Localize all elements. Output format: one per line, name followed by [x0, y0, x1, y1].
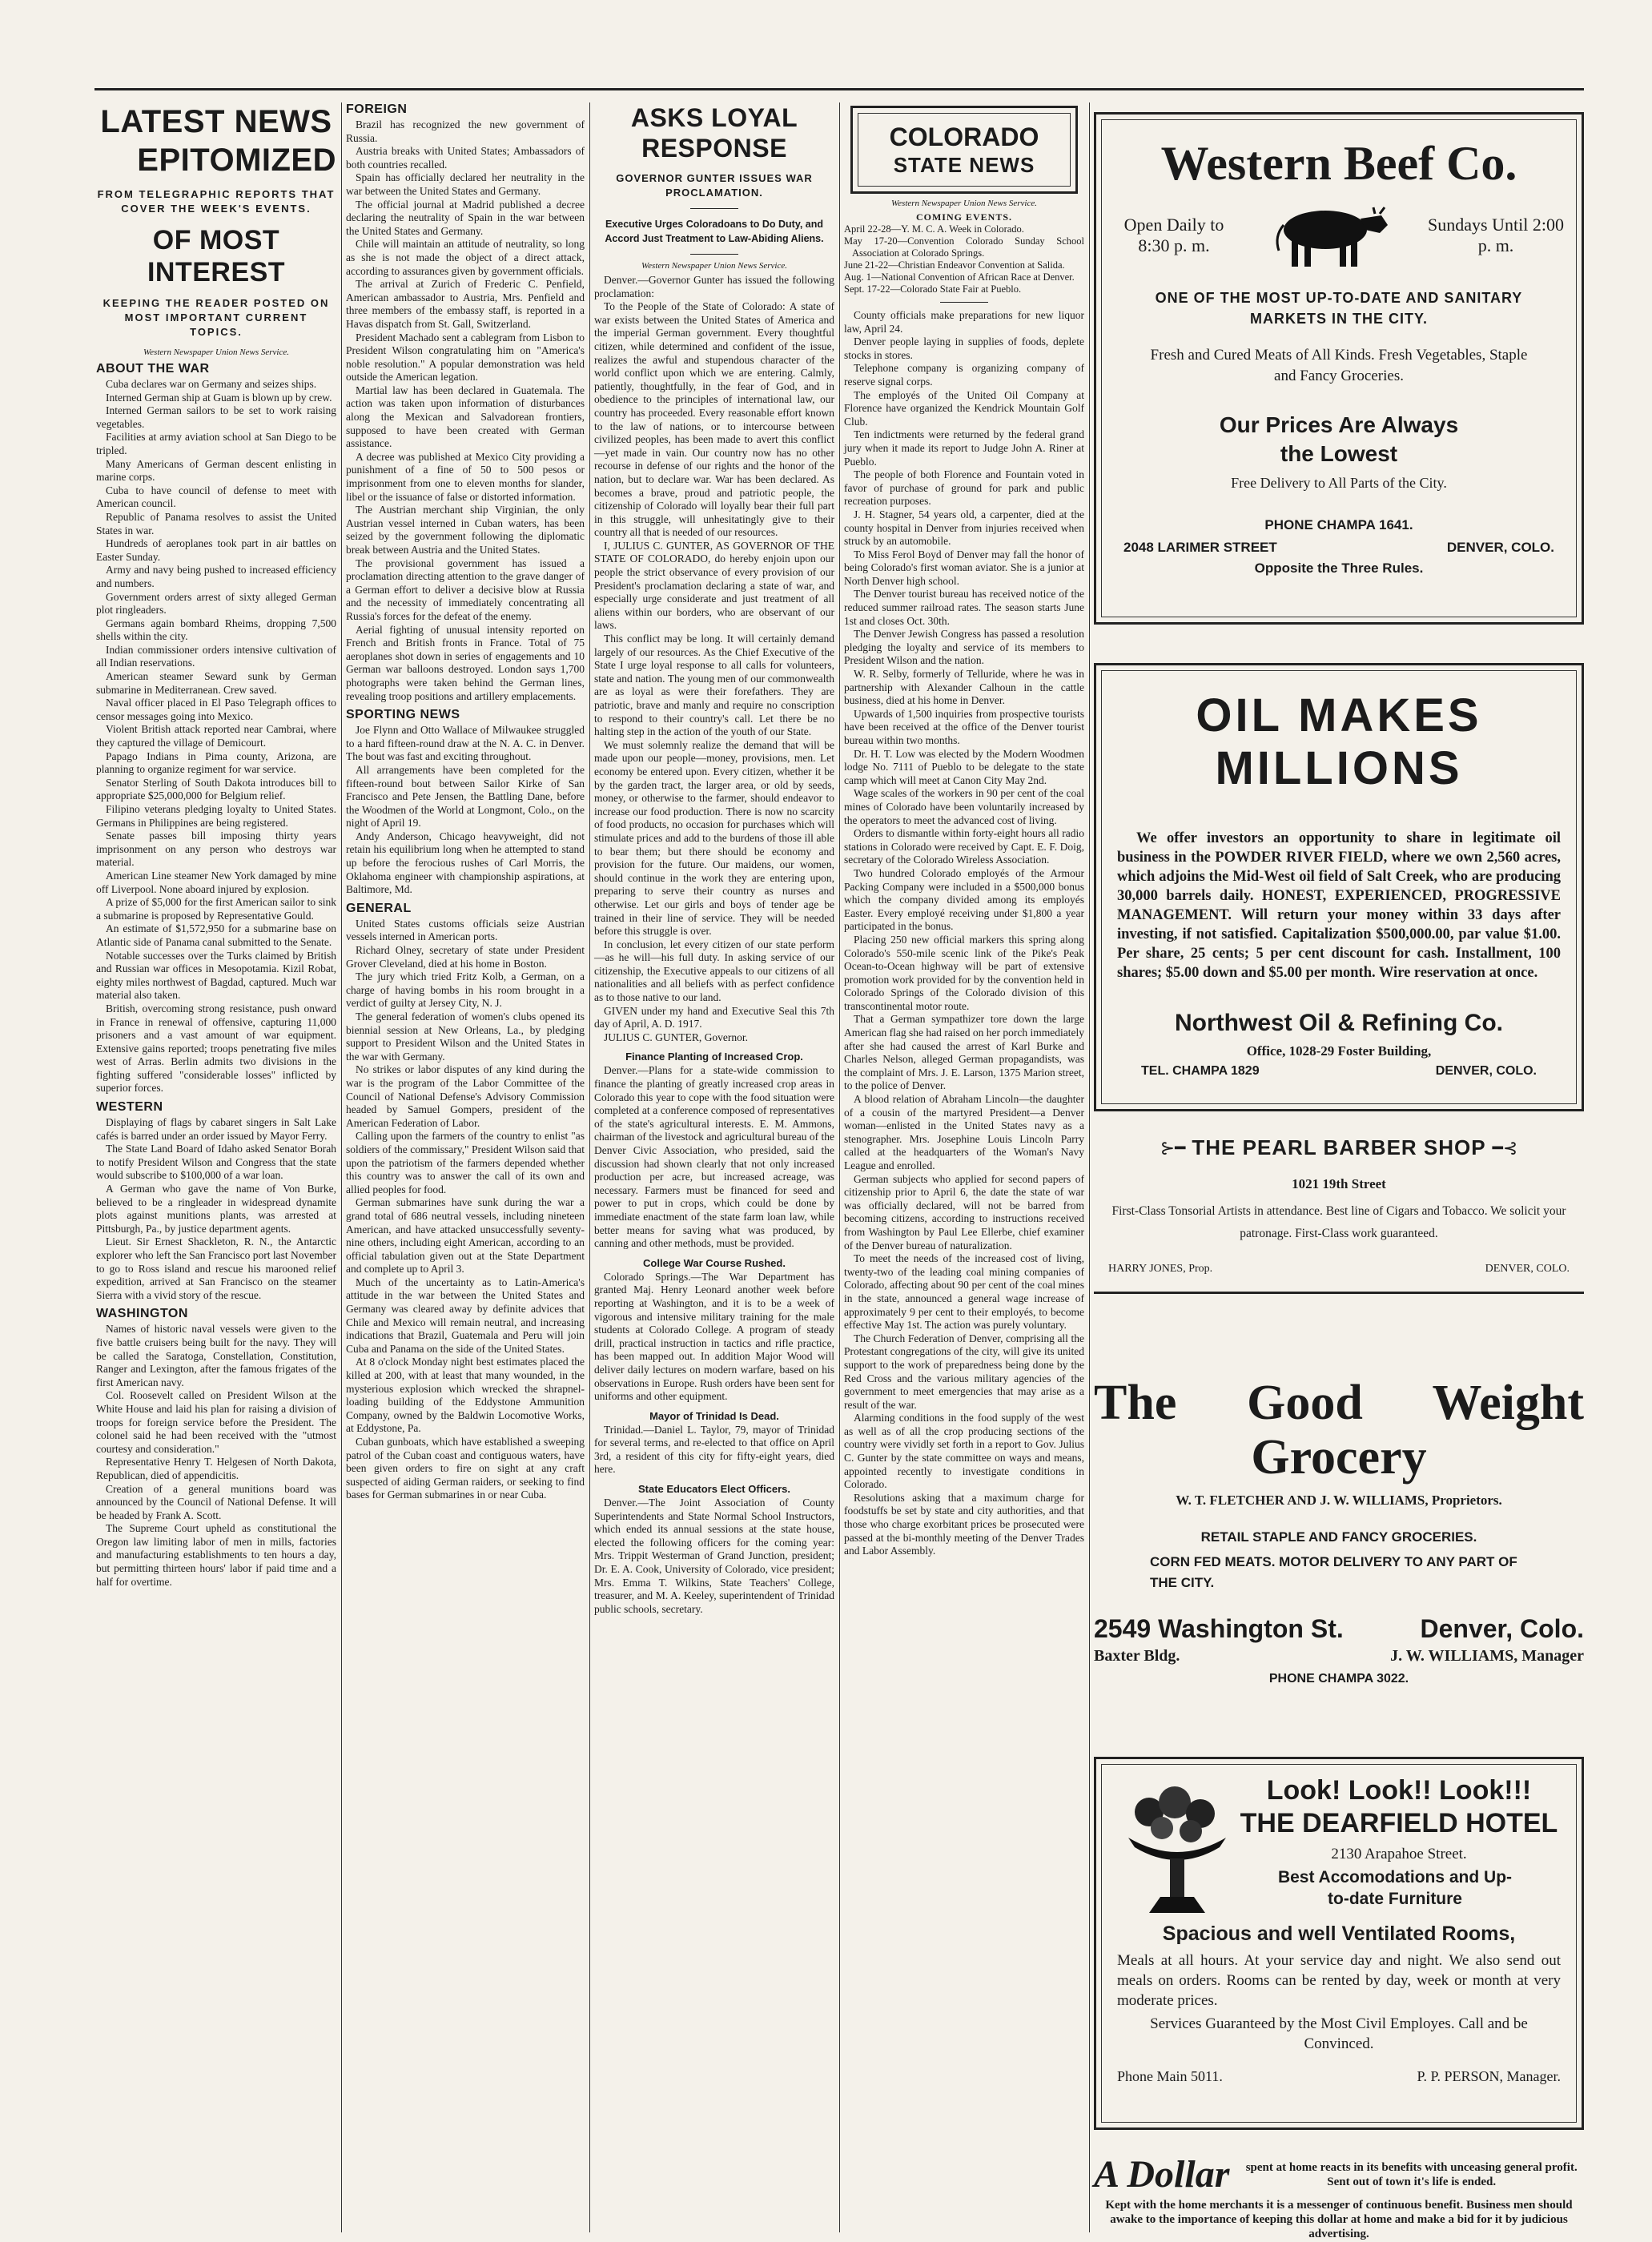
headline-most-interest: OF MOST INTEREST	[147, 225, 286, 287]
article-paragraph: All arrangements have been completed for the fifteen-round bout between Sailor Kirke of San Francisco and Pete Jensen, the Battling Dane, before the Woodmen of the World at Longmont, Colo., on the night of April 19.	[346, 763, 585, 830]
barber-prop: HARRY JONES, Prop.	[1108, 1263, 1213, 1275]
article-paragraph: An estimate of $1,572,950 for a submarine base on Atlantic side of Panama canal submitted to the Senate.	[96, 922, 336, 948]
article-paragraph: The arrival at Zurich of Frederic C. Penfield, American ambassador to Austria, Mrs. Penfield and three members of the embassy staff, is reported in a Havas dispatch from St. Gall, Switzerland.	[346, 278, 585, 330]
beef-prices: Our Prices Are Always the Lowest	[1219, 412, 1459, 466]
article-paragraph: In conclusion, let every citizen of our state perform—as he will—his full duty. In asking service of our citizenship, the Executive appeals to our citizens of all nationalities and all beliefs with as perfect confidence as to those native to our land.	[594, 938, 834, 1004]
headline-loyal-response: ASKS LOYAL RESPONSE	[630, 103, 798, 163]
article-paragraph: Representative Henry T. Helgesen of North Dakota, Republican, died of appendicitis.	[96, 1456, 336, 1481]
article-paragraph: Much of the uncertainty as to Latin-America's attitude in the war between the United States and Germany was cleared away by definite advices that Chile and Mexico will remain neutral, and increasing indications that Brazil, Guatemala and Peru will join Cuba and Panama on the side of the United States.	[346, 1276, 585, 1355]
hotel-rooms: Spacious and well Ventilated Rooms,	[1162, 1923, 1516, 1945]
beef-products: Fresh and Cured Meats of All Kinds. Fresh Vegetables, Staple and Fancy Groceries.	[1150, 347, 1528, 384]
article-paragraph: Telephone company is organizing company of reserve signal corps.	[844, 362, 1084, 388]
article-paragraph: W. R. Selby, formerly of Telluride, where he was in partnership with Alexander Calhoun in the cattle business, died at his home in Denver.	[844, 668, 1084, 707]
article-paragraph: Interned German sailors to be set to work raising vegetables.	[96, 404, 336, 430]
article-paragraph: Andy Anderson, Chicago heavyweight, did not retain his equilibrium long when he attempted to stand up before the ferocious rushes of Carl Morris, the Oklahoma engineer with championship aspirations, at Baltimore, Md.	[346, 830, 585, 896]
article-paragraph: To the People of the State of Colorado: A state of war exists between the United States of America and the imperial German government. Every thoughtful citizen, while determined and confident of the issue, realizes the awful and stupendous character of the world conflict upon which we are entering. Calmly, patiently, thoughtfully, in the fear of God, and in obedience to the principles of international law, our country has proceeded. Every reasonable effort known to the law of nations, or to intercourse between civilized peoples, has been made to avert this conflict—yet made in vain. Our country now has no other recourse in defense of our rights and the honor of the nation, but to declare war. War has been declared. As becomes a brave, proud and patriotic people, the citizenship of Colorado will loyally bear their full part in this struggle, will unhesitatingly give to their country all that is needed of our resources.	[594, 300, 834, 539]
beef-tagline: ONE OF THE MOST UP-TO-DATE AND SANITARY MARKETS IN THE CITY.	[1155, 290, 1523, 327]
ornament-icon: ━⊰	[1492, 1137, 1518, 1158]
beef-opposite: Opposite the Three Rules.	[1254, 560, 1424, 576]
article-paragraph: Col. Roosevelt called on President Wilson at the White House and laid his plan for raising a division of troops for foreign service before the President. The colonel said he had been received with the "utmost courtesy and consideration."	[96, 1389, 336, 1455]
section-sporting-news: SPORTING NEWS	[346, 708, 460, 722]
article-paragraph: Dr. H. T. Low was elected by the Modern Woodmen lodge No. 7111 of Pueblo to be delegate to the state camp which will meet at Canon City May 2nd.	[844, 747, 1084, 786]
barber-address: 1021 19th Street	[1292, 1176, 1386, 1191]
general-items	[346, 918, 585, 1502]
oil-title-1: OIL MAKES	[1196, 689, 1482, 741]
dollar-right-text: spent at home reacts in its benefits with unceasing general profit. Sent out of town it's life is ended.	[1245, 2160, 1578, 2188]
dollar-title: A Dollar	[1094, 2153, 1230, 2196]
article-paragraph: The provisional government has issued a proclamation directing attention to the grave danger of a German effort to deliver a decisive blow at Russia and the necessity of immediately concentrating all Russia's forces for the defeat of the enemy.	[346, 556, 585, 622]
article-paragraph: Violent British attack reported near Cambrai, where they captured the village of Demicourt.	[96, 723, 336, 749]
beef-hours-sunday: Sundays Until 2:00 p. m.	[1428, 215, 1564, 255]
top-rule	[94, 88, 1584, 90]
article-paragraph: Joe Flynn and Otto Wallace of Milwaukee struggled to a hard fifteen-round draw at the N. A. C. in Denver. The bout was fast and exciting throughout.	[346, 724, 585, 763]
war-items	[96, 378, 336, 1095]
oil-company: Northwest Oil & Refining Co.	[1175, 1010, 1503, 1036]
ad-good-weight-grocery	[1094, 1376, 1584, 1744]
article-paragraph: Denver people laying in supplies of foods, deplete stocks in stores.	[844, 335, 1084, 361]
colorado-state-news-box	[850, 106, 1078, 194]
western-items	[96, 1116, 336, 1302]
article-paragraph: Army and navy being pushed to increased efficiency and numbers.	[96, 564, 336, 589]
oil-city: DENVER, COLO.	[1435, 1064, 1537, 1078]
article-paragraph: Spain has officially declared her neutrality in the war between the United States and Germany.	[346, 171, 585, 197]
article-paragraph: Senator Sterling of South Dakota introduces bill to appropriate $25,000,000 for Belgium relief.	[96, 776, 336, 802]
hotel-address: 2130 Arapahoe Street.	[1331, 1846, 1467, 1862]
article-paragraph: Many Americans of German descent enlisting in marine corps.	[96, 457, 336, 484]
section-foreign: FOREIGN	[346, 102, 408, 116]
article-paragraph: Aug. 1—National Convention of African Race at Denver.	[844, 271, 1075, 283]
hotel-services: Services Guaranteed by the Most Civil Employes. Call and be Convinced.	[1150, 2015, 1528, 2052]
head-educators: State Educators Elect Officers.	[637, 1483, 790, 1496]
ornament-icon: ⊱━	[1160, 1137, 1186, 1158]
hotel-body: Meals at all hours. At your service day and night. We also send out meals on orders. Rooms can be rented by day, week or month at very moderate prices.	[1117, 1952, 1561, 2009]
article-paragraph: The jury which tried Fritz Kolb, a German, on a charge of having bombs in his room brought in a verdict of guilty at Jersey City, N. J.	[346, 970, 585, 1010]
article-paragraph: The general federation of women's clubs opened its biennial session at New Orleans, La., by pledging support to President Wilson and the United States in the war with Germany.	[346, 1011, 585, 1063]
beef-city: DENVER, COLO.	[1446, 540, 1554, 555]
article-paragraph: German subjects who applied for second papers of citizenship prior to April 6, the date the state of war was officially declared, will not be barred from becoming citizens, according to instructions received from Washington by Paul Lee Ellerbe, chief examiner of the Denver bureau of naturalization.	[844, 1172, 1084, 1252]
barber-title: THE PEARL BARBER SHOP	[1192, 1135, 1486, 1159]
article-paragraph: To Miss Ferol Boyd of Denver may fall the honor of being Colorado's first woman aviator. She is a junior at North Denver high school.	[844, 548, 1084, 587]
grocery-bldg: Baxter Bldg.	[1094, 1647, 1180, 1665]
article-paragraph: April 22-28—Y. M. C. A. Week in Colorado.	[844, 223, 1024, 235]
article-paragraph: Resolutions asking that a maximum charge for foodstuffs be set by state and city authorities, and that those who charge exorbitant prices be prosecuted were passed at the bi-monthly meeting of the Denver Trades and Labor Assembly.	[844, 1491, 1084, 1557]
beef-title: Western Beef Co.	[1160, 137, 1517, 190]
article-paragraph: I, JULIUS C. GUNTER, AS GOVERNOR OF THE STATE OF COLORADO, do hereby enjoin upon our people the strict observance of every provision of our President's proclamation declaring a state of war, and especially urge considerate and just treatment of all aliens within our borders, who are observant of our laws.	[594, 539, 834, 632]
headline-state-news: STATE NEWS	[893, 153, 1035, 177]
article-paragraph: Facilities at army aviation school at San Diego to be tripled.	[96, 431, 336, 456]
section-washington: WASHINGTON	[96, 1307, 188, 1321]
washington-items	[96, 1323, 336, 1589]
oil-title-2: MILLIONS	[1215, 742, 1463, 794]
beef-delivery: Free Delivery to All Parts of the City.	[1231, 475, 1447, 491]
article-paragraph: The Church Federation of Denver, comprising all the Protestant congregations of the city, will give its united support to the work of preparedness being done by the Red Cross and the various military agencies of the government to meet emergencies that may arise as a result of the war.	[844, 1332, 1084, 1411]
article-paragraph: A prize of $5,000 for the first American sailor to sink a submarine is proposed by Representative Gould.	[96, 896, 336, 922]
head-college-war-course: College War Course Rushed.	[643, 1256, 786, 1269]
article-paragraph: Orders to dismantle within forty-eight hours all radio stations in Colorado were received by Capt. E. F. Doig, secretary of the Colorado Wireless Association.	[844, 827, 1084, 866]
article-paragraph: Cuban gunboats, which have established a sweeping patrol of the Cuban coast and contiguous waters, have been given orders to fire on sight at any craft suspected of aiding German raiders, or seeking to find bases for German submarines in or near Cuba.	[346, 1436, 585, 1501]
educators-paragraph: Denver.—The Joint Association of County Superintendents and State Normal School Instructors, which ended its annual sessions at the state house, elected the following officers for the coming year: Mrs. Trippit Westerman of Grand Junction, president; Dr. E. A. Cook, University of Colorado, vice president; Mrs. Emma T. Wilkins, State Teachers' College, treasurer, and M. A. Keeley, superintendent of Trinidad public schools, secretary.	[594, 1497, 834, 1615]
dollar-bottom-text: Kept with the home merchants it is a messenger of continuous benefit. Business men should awake to the importance of keeping this dollar at home and make a bid for it by judicious advertising.	[1105, 2199, 1573, 2240]
ad-pearl-barber-shop	[1094, 1135, 1584, 1360]
article-paragraph: That a German sympathizer tore down the large American flag she had raised on her porch immediately after she had caused the arrest of Karl Burke and Charles Nelson, alleged German propagandists, was the complaint of Mrs. J. E. Larson, 1375 Marion street, to the police of Denver.	[844, 1013, 1084, 1092]
column-rule	[839, 102, 840, 2232]
grocery-address: 2549 Washington St.	[1094, 1614, 1344, 1643]
article-paragraph: Germans again bombard Rheims, dropping 7,500 shells within the city.	[96, 617, 336, 643]
headline-colorado: COLORADO	[889, 123, 1039, 151]
article-paragraph: June 21-22—Christian Endeavor Convention at Salida.	[844, 259, 1065, 271]
article-paragraph: Denver.—Governor Gunter has issued the following proclamation:	[594, 274, 834, 299]
article-paragraph: The Austrian merchant ship Virginian, the only Austrian vessel interned in Cuban waters, has been seized by the government following the diplomatic break between Austria and the United States.	[346, 504, 585, 556]
deck-war-proclamation: GOVERNOR GUNTER ISSUES WAR PROCLAMATION.	[616, 172, 813, 199]
column-colorado-news	[844, 102, 1084, 2232]
article-paragraph: Republic of Panama resolves to assist the United States in war.	[96, 510, 336, 536]
proclamation-text	[594, 274, 834, 1044]
article-paragraph: Displaying of flags by cabaret singers in Salt Lake cafés is barred under an order issued by Mayor Ferry.	[96, 1116, 336, 1142]
foreign-items	[346, 119, 585, 703]
hotel-manager: P. P. PERSON, Manager.	[1417, 2068, 1561, 2084]
article-paragraph: JULIUS C. GUNTER, Governor.	[604, 1031, 748, 1043]
beef-hours-weekday: Open Daily to 8:30 p. m.	[1123, 215, 1224, 255]
head-finance-crop: Finance Planting of Increased Crop.	[625, 1051, 803, 1063]
article-paragraph: Papago Indians in Pima county, Arizona, are planning to organize regiment for war service.	[96, 749, 336, 776]
headline-epitomized: EPITOMIZED	[137, 143, 336, 178]
college-paragraph: Colorado Springs.—The War Department has granted Maj. Henry Leonard another week before reporting at Washington, and it is to be a week of vigorous and intensive military training for the male students at Colorado College. A program of steady drill, practical instruction in tactics and rifle practice, has been mapped out. In addition Major Wood will deliver daily lectures on modern warfare, based on his observations in Europe. Rush orders have been sent for uniforms and other equipment.	[594, 1270, 834, 1403]
article-paragraph: May 17-20—Convention Colorado Sunday School Association at Colorado Springs.	[844, 235, 1084, 259]
section-general: GENERAL	[346, 901, 412, 915]
article-paragraph: At 8 o'clock Monday night best estimates placed the killed at 200, with at least that many wounded, in the mysterious explosion which wrecked the shrapnel-loading building of the Eddystone Ammunition Company, owned by the Baldwin Locomotive Works, at Eddystone, Pa.	[346, 1356, 585, 1435]
article-paragraph: This conflict may be long. It will certainly demand largely of our resources. As the Chief Executive of the State I urge loyal response to all calls for volunteers, state and nation. The young men of our commonwealth are as loyal as were their forefathers. They are patriotic, brave and manly and require no conscription to respond to their country's call. Let there be no halting step in the action of the youth of our State.	[594, 633, 834, 738]
article-paragraph: Calling upon the farmers of the country to enlist "as soldiers of the commissary," President Wilson said that upon the patriotism of the farmers depended whether this country was to answer the call of its own and allied peoples for food.	[346, 1130, 585, 1195]
news-service-credit: Western Newspaper Union News Service.	[641, 261, 787, 271]
article-paragraph: Brazil has recognized the new government of Russia.	[346, 119, 585, 144]
article-paragraph: Upwards of 1,500 inquiries from prospective tourists have been received at the office of the Denver tourist bureau within two months.	[844, 707, 1084, 746]
news-service-credit: Western Newspaper Union News Service.	[143, 348, 289, 357]
article-paragraph: Senate passes bill imposing thirty years imprisonment on any person who destroys war material.	[96, 830, 336, 869]
grocery-retail: RETAIL STAPLE AND FANCY GROCERIES.	[1200, 1529, 1477, 1545]
column-proclamation	[594, 102, 834, 2232]
beef-phone: PHONE CHAMPA 1641.	[1264, 517, 1413, 532]
article-paragraph: The State Land Board of Idaho asked Senator Borah to notify President Wilson and Congress that the state would subscribe to $100,000 of a war loan.	[96, 1143, 336, 1182]
oil-body: We offer investors an opportunity to share in legitimate oil business in the POWDER RIVER FIELD, where we own 2,560 acres, which adjoins the Mid-West oil field of Salt Creek, who are producing 30,000 barrels daily. HONEST, EXPERIENCED, PROGRESSIVE MANAGEMENT. Will return your money within 33 days after investing, if not satisfied. Capitalization $500,000.00, par value $1.00. Per share, 25 cents; 5 per cent discount for cash. Installment, 100 shares; $5.00 down and $5.00 per month. Wire reservation at once.	[1117, 830, 1561, 981]
article-paragraph: The Denver tourist bureau has received notice of the reduced summer railroad rates. The season starts June 1st and closes Oct. 30th.	[844, 588, 1084, 627]
ad-western-beef	[1094, 112, 1584, 625]
article-paragraph: Ten indictments were returned by the federal grand jury when it made its report to Judge John A. Riner at Pueblo.	[844, 428, 1084, 468]
article-paragraph: American steamer Seward sunk by German submarine in Mediterranean. Crew saved.	[96, 670, 336, 696]
mayor-paragraph: Trinidad.—Daniel L. Taylor, 79, mayor of Trinidad for several terms, and re-elected to that office on April 3rd, a resident of this city for fifty-eight years, died here.	[594, 1423, 834, 1476]
hotel-look: Look! Look!! Look!!!	[1266, 1775, 1532, 1806]
article-paragraph: The employés of the United Oil Company at Florence have organized the Kendrick Mountain Golf Club.	[844, 388, 1084, 428]
article-paragraph: The people of both Florence and Fountain voted in favor of purchase of ground for park and public recreation purposes.	[844, 468, 1084, 508]
article-paragraph: A decree was published at Mexico City providing a punishment of a fine of 50 to 500 pesos or imprisonment from one to eleven months for slander, libel or the issuance of false or distorted information.	[346, 450, 585, 503]
coming-events-heading: COMING EVENTS.	[915, 211, 1012, 223]
article-paragraph: Two hundred Colorado employés of the Armour Packing Company were included in a $500,000 bonus which the company divided among its employés Easter. Every employé receiving under $1,800 a year participated in the bonus.	[844, 866, 1084, 933]
article-paragraph: Indian commissioner orders intensive cultivation of all Indian reservations.	[96, 643, 336, 669]
oil-phone: TEL. CHAMPA 1829	[1141, 1064, 1260, 1078]
article-paragraph: Naval officer placed in El Paso Telegraph offices to censor messages going into Mexico.	[96, 697, 336, 722]
deck-reader-posted: KEEPING THE READER POSTED ON MOST IMPORTANT CURRENT TOPICS.	[102, 297, 330, 338]
article-paragraph: Chile will maintain an attitude of neutrality, so long as she is not made the object of a direct attack, according to assurances given by government officials.	[346, 238, 585, 277]
divider	[690, 254, 738, 255]
article-paragraph: A blood relation of Abraham Lincoln—the daughter of a cousin of the martyred President—a Denver woman—enlisted in the United States navy as a stenographer. Mrs. Josephine Louis Lincoln Parry called at the headquarters of the Woman's Navy League and enrolled.	[844, 1093, 1084, 1171]
colorado-items	[844, 309, 1084, 1558]
ad-oil-makes-millions	[1094, 663, 1584, 1111]
article-paragraph: A German who gave the name of Von Burke, believed to be a ringleader in widespread dynamite plots against munitions plants, was arrested at Pittsburgh, Pa., by justice department agents.	[96, 1183, 336, 1235]
divider	[940, 302, 988, 303]
article-paragraph: J. H. Stagner, 54 years old, a carpenter, died at the county hospital in Denver from injuries received when struck by an automobile.	[844, 508, 1084, 548]
divider	[690, 208, 738, 209]
section-about-the-war: ABOUT THE WAR	[96, 362, 210, 376]
cow-icon	[1271, 201, 1391, 270]
article-paragraph: Lieut. Sir Ernest Shackleton, R. N., the Antarctic explorer who left the San Francisco port last November to go to Ross island and rescue his marooned relief expedition, arrived at San Francisco on the steamer Sierra with a vivid story of the rescue.	[96, 1236, 336, 1301]
article-paragraph: Aerial fighting of unusual intensity reported on French and British fronts in France. Total of 75 aeroplanes shot down in series of engagements and 10 German war balloons destroyed. London says 1,700 photographs were taken behind the German lines, revealing troop positions and artillery emplacements.	[346, 623, 585, 702]
grocery-title-2: Grocery	[1251, 1430, 1427, 1485]
column-advertisements	[1094, 102, 1584, 2240]
column-rule	[589, 102, 590, 2232]
grocery-manager: J. W. WILLIAMS, Manager	[1390, 1647, 1584, 1665]
barber-city: DENVER, COLO.	[1485, 1263, 1570, 1275]
article-paragraph: Richard Olney, secretary of state under President Grover Cleveland, died at his home in Boston.	[346, 944, 585, 970]
article-paragraph: President Machado sent a cablegram from Lisbon to President Wilson congratulating him on "America's noble resolution." A popular demonstration was held outside the American legation.	[346, 331, 585, 384]
article-paragraph: Wage scales of the workers in 90 per cent of the coal mines of Colorado have been voluntarily increased by the operators to meet the advanced cost of living.	[844, 787, 1084, 826]
oil-office: Office, 1028-29 Foster Building,	[1246, 1043, 1432, 1059]
hotel-accommodations: Best Accomodations and Up-to-date Furniture	[1277, 1868, 1513, 1908]
article-paragraph: We must solemnly realize the demand that will be made upon our people—money, provisions, men. Let economy be entered upon. Every citizen, whether it be by the garden tract, the larger area, or old by seeds, money, or otherwise to the farmer, should endeavor to increase our food production. There is now no scarcity of food products, no occasion for purchases which will stimulate prices and add to the burdens of those ill able to bear them; but there should be economy and provision for the future. Our maidens, our women, should continue in the work they are entering upon, preparing to serve their country as nurses and otherwise. Let our girls and boys of tender age be trained in their line of service. They will be needed before this struggle is over.	[594, 738, 834, 938]
sporting-items	[346, 724, 585, 897]
hotel-title: THE DEARFIELD HOTEL	[1240, 1808, 1558, 1838]
article-paragraph: Names of historic naval vessels were given to the five battle cruisers being built for the navy. They will be called the Saratoga, Constellation, Constitution, Ranger and Lexington, after the famous frigates of the first American navy.	[96, 1323, 336, 1388]
head-mayor-dead: Mayor of Trinidad Is Dead.	[649, 1409, 779, 1422]
article-paragraph: Placing 250 new official markers this spring along Colorado's 550-mile scenic link of the Pike's Peak Ocean-to-Ocean highway will be part of extensive promotion work provided for by the convention held in Colorado Springs of the Colorado division of this transcontinental motor route.	[844, 933, 1084, 1012]
article-paragraph: To meet the needs of the increased cost of living, twenty-two of the leading coal mining companies of Colorado, affecting about 90 per cent of the coal mines in the state, announced a general wage increase of approximately 9 per cent to their employés, to become effective May 1st. The action was purely voluntary.	[844, 1252, 1084, 1332]
column-rule	[1089, 102, 1090, 2232]
column-foreign	[346, 102, 585, 2232]
article-paragraph: No strikes or labor disputes of any kind during the war is the program of the Labor Committee of the Council of National Defense's Advisory Commission headed by Samuel Gompers, president of the American Federation of Labor.	[346, 1063, 585, 1129]
deck-telegraphic: FROM TELEGRAPHIC REPORTS THAT COVER THE WEEK'S EVENTS.	[97, 188, 336, 215]
finance-paragraph: Denver.—Plans for a state-wide commission to finance the planting of greatly increased crop areas in Colorado this year to cope with the food situation were completed at a conference composed of representatives of the state's agricultural interests. E. M. Ammons, chairman of the livestock and agricultural bureau of the Denver Civic Association, who presided, said the discussion had shown clearly that not only increased production per acre, but increased acreage, was necessary. Farmers must be financed for seed and power to put in crops, which could be done by immediate enactment of the state farm loan law, while better means for saving what was produced, by canning and other methods, must be provided.	[594, 1064, 834, 1250]
article-paragraph: Interned German ship at Guam is blown up by crew.	[106, 391, 332, 404]
article-paragraph: German submarines have sunk during the war a grand total of 686 neutral vessels, including nineteen American, and have attacked unsuccessfully seventy-nine others, including eight American, according to an official tabulation given out at the State Department and complete up to April 3.	[346, 1196, 585, 1276]
article-paragraph: The Denver Jewish Congress has passed a resolution pledging the loyalty and service of its members to President Wilson and the nation.	[844, 628, 1084, 667]
article-paragraph: Hundreds of aeroplanes took part in air battles on Easter Sunday.	[96, 537, 336, 563]
article-paragraph: Creation of a general munitions board was announced by the Council of National Defense. It will be headed by Frank A. Scott.	[96, 1482, 336, 1521]
article-paragraph: Cuba declares war on Germany and seizes ships.	[106, 378, 317, 390]
ad-a-dollar	[1094, 2152, 1584, 2240]
grocery-phone: PHONE CHAMPA 3022.	[1268, 1672, 1409, 1686]
barber-services: First-Class Tonsorial Artists in attendance. Best line of Cigars and Tobacco. We solicit your patronage. First-Class work guaranteed.	[1111, 1204, 1566, 1240]
ad-dearfield-hotel	[1094, 1757, 1584, 2130]
grocery-meats: CORN FED MEATS. MOTOR DELIVERY TO ANY PART OF THE CITY.	[1150, 1554, 1517, 1590]
grocery-proprietors: W. T. FLETCHER AND J. W. WILLIAMS, Proprietors.	[1176, 1493, 1502, 1508]
article-paragraph: County officials make preparations for new liquor law, April 24.	[844, 309, 1084, 335]
article-paragraph: GIVEN under my hand and Executive Seal this 7th day of April, A. D. 1917.	[594, 1004, 834, 1031]
grocery-city: Denver, Colo.	[1420, 1614, 1584, 1643]
article-paragraph: United States customs officials seize Austrian vessels interned in American ports.	[346, 917, 585, 943]
article-paragraph: British, overcoming strong resistance, push onward in France in renewal of offensive, capturing 11,000 prisoners and a vast amount of war equipment. Extensive gains reported; troops penetrating five miles west of Arras. Berlin admits two divisions in the fighting suffered "considerable losses" inflicted by superior forces.	[96, 1002, 336, 1095]
article-paragraph: Cuba to have council of defense to meet with American council.	[96, 484, 336, 510]
article-paragraph: Austria breaks with United States; Ambassadors of both countries recalled.	[346, 145, 585, 171]
headline-latest-news: LATEST NEWS	[100, 104, 332, 139]
beef-address: 2048 LARIMER STREET	[1123, 540, 1277, 555]
article-paragraph: Martial law has been declared in Guatemala. The action was taken upon information of disturbances along the Mexican and Salvadorean frontiers, supposed to have been created with German assistance.	[346, 384, 585, 450]
column-rule	[341, 102, 342, 2232]
hotel-phone: Phone Main 5011.	[1117, 2068, 1223, 2084]
article-paragraph: The Supreme Court upheld as constitutional the Oregon law limiting labor of men in mills, factories and manufacturing establishments to ten hours a day, but permitting thirteen hours' labor if paid time and a half for overtime.	[96, 1522, 336, 1588]
news-service-credit: Western Newspaper Union News Service.	[891, 199, 1037, 208]
article-paragraph: Filipino veterans pledging loyalty to United States. Germans in Philippines are being registered.	[96, 803, 336, 829]
column-latest-news	[96, 102, 336, 2232]
deck-executive-urges: Executive Urges Coloradoans to Do Duty, and Accord Just Treatment to Law-Abiding Aliens.	[605, 219, 824, 244]
article-paragraph: Sept. 17-22—Colorado State Fair at Pueblo.	[844, 283, 1022, 295]
section-western: WESTERN	[96, 1100, 163, 1115]
article-paragraph: Alarming conditions in the food supply of the west as well as of all the crop producing sections of the country were vividly set forth in a report to Gov. Julius C. Gunter by the state committee on ways and means, appointed recently to investigate conditions in Colorado.	[844, 1412, 1084, 1491]
article-paragraph: Government orders arrest of sixty alleged German plot ringleaders.	[96, 590, 336, 617]
grocery-title-1: The Good Weight	[1094, 1376, 1584, 1430]
article-paragraph: Notable successes over the Turks claimed by British and Russian war offices in Mesopotamia. Kizil Robat, eighty miles northwest of Bagdad, captured. Much war material also taken.	[96, 949, 336, 1002]
coming-events-list	[844, 223, 1084, 295]
article-paragraph: The official journal at Madrid published a decree declaring the neutrality of Spain in the war between the United States and Germany.	[346, 198, 585, 237]
article-paragraph: American Line steamer New York damaged by mine off Liverpool. None aboard injured by explosion.	[96, 869, 336, 895]
